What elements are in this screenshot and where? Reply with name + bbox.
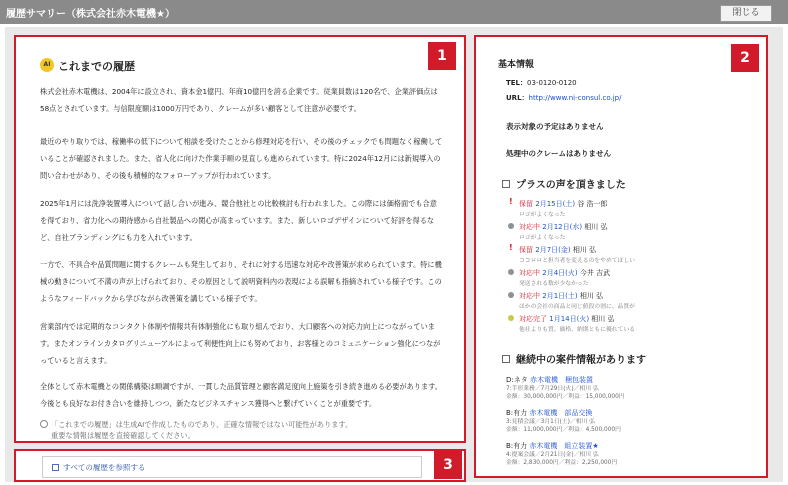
ai-disclaimer [40, 419, 352, 441]
case-item[interactable] [506, 441, 617, 467]
voice-person: 今井 吉武 [579, 269, 611, 277]
voice-date[interactable]: 1月14日(火) [549, 315, 590, 323]
all-history-link-label: すべての履歴を参照する [63, 463, 146, 472]
case-company-link[interactable]: 赤木電機 [529, 376, 558, 384]
voice-status-line [519, 268, 610, 278]
voice-date[interactable]: 2月1日(土) [542, 292, 578, 300]
voice-date[interactable]: 2月15日(土) [535, 200, 576, 208]
all-history-panel [14, 449, 466, 482]
basic-info-heading: 基本情報 [498, 60, 535, 70]
ai-icon: AI [40, 58, 54, 72]
voice-person: 相川 弘 [591, 315, 615, 323]
case-detail: 3:見積会議／3月1日(土)／相川 弘 [506, 419, 595, 425]
window-title: 履歴サマリー（株式会社赤木電機★） [6, 9, 175, 20]
tel-row [506, 78, 577, 88]
voice-status-line [519, 291, 603, 301]
case-item-link[interactable]: 梱包装置 [564, 376, 593, 384]
ai-disclaimer-line2: 重要な情報は履歴を直接確認してください。 [51, 431, 195, 440]
url-row [506, 93, 621, 103]
case-rank: B:有力 [506, 442, 528, 450]
case-rank: B:有力 [506, 409, 528, 417]
case-company-link[interactable]: 赤木電機 [529, 442, 558, 450]
history-paragraph: 全体として赤木電機との関係構築は順調ですが、一貫した品質管理と顧客満足度向上施策を引き続き進める必要があります。今後とも良好なお付き合いを維持しつつ、新たなビジネスチャンス獲得へと繋げていくことが重要です。 [40, 382, 442, 408]
status-dot-icon [508, 292, 514, 298]
voice-comment: ロゴがよくなった [519, 235, 566, 241]
case-item-link[interactable]: 部品交換 [564, 409, 593, 417]
callout-badge-1: 1 [428, 42, 456, 70]
case-amount: 金額：2,830,000円／利益：2,250,000円 [506, 460, 618, 466]
voice-comment: ココロロと担当者を変えるのをやめてほしい [519, 258, 635, 264]
title-bar [0, 0, 788, 24]
history-paragraph: 営業部内では定期的なコンタクト体制や情報共有体制強化にも取り組んでおり、大口顧客への対応力向上につながっています。またオンラインカタログリニューアルによって利便性向上にも努めており、お客様とのコミュニケーション強化につながっていると言えます。 [40, 322, 441, 365]
case-item[interactable] [506, 408, 621, 434]
no-schedule-message: 表示対象の予定はありません [506, 122, 604, 131]
history-paragraph: 2025年1月には洗浄装置導入について話し合いが進み、競合他社との比較検討も行われました。この際には価格面でも合意を得ており、省力化への期待感から自社製品への関心が高まっています。また、新しいロゴデザインについて好評を得るなど、自社ブランディングにも力を入れています。 [40, 199, 437, 242]
close-button[interactable]: 閉じる [720, 5, 772, 22]
case-heading-text: 継続中の案件情報があります [516, 355, 646, 366]
alert-icon: ! [509, 197, 513, 206]
case-company-link[interactable]: 赤木電機 [529, 409, 558, 417]
voice-comment: ほかの会社の商品と同じ値段の割に、品質が [519, 304, 635, 310]
case-item[interactable] [506, 375, 625, 401]
alert-icon: ! [509, 243, 513, 252]
voice-status: 対応中 [519, 223, 540, 231]
copy-icon [502, 355, 510, 363]
positive-voice-heading-text: プラスの声を頂きました [516, 180, 626, 191]
voice-comment: ロゴがよくなった [519, 212, 566, 218]
status-dot-icon [508, 223, 514, 229]
voice-person: 相川 弘 [572, 246, 597, 254]
info-icon [40, 420, 48, 428]
voice-date[interactable]: 2月4日(火) [542, 269, 578, 277]
voice-person: 相川 弘 [579, 292, 604, 300]
url-link[interactable]: http://www.ni-consul.co.jp/ [528, 94, 622, 102]
voice-status-line [519, 222, 608, 232]
history-panel [14, 35, 466, 443]
positive-voice-heading [502, 176, 626, 191]
callout-badge-3: 3 [434, 451, 462, 479]
case-item-link[interactable]: 組立装置★ [564, 442, 599, 450]
status-dot-icon [508, 269, 514, 275]
case-amount: 金額：11,000,000円／利益：4,500,000円 [506, 427, 621, 433]
voice-status: 対応中 [519, 269, 540, 277]
voice-date[interactable]: 2月7日(金) [535, 246, 571, 254]
callout-badge-2: 2 [731, 44, 759, 72]
case-amount: 金額：30,000,000円／利益：15,000,000円 [506, 394, 625, 400]
case-detail: 4:提案会議／2月21日(金)／相川 弘 [506, 452, 599, 458]
history-heading: これまでの履歴 [58, 60, 135, 73]
voice-status-line [519, 199, 608, 209]
case-rank: D:ネタ [506, 376, 528, 384]
copy-icon [502, 180, 510, 188]
voice-status: 保留 [519, 246, 533, 254]
voice-comment: 他社よりも質、価格、納期ともに優れている [519, 327, 635, 333]
status-dot-icon [508, 315, 514, 321]
all-history-link[interactable] [42, 456, 422, 478]
url-label: URL： [506, 94, 529, 102]
voice-comment: 発送される数が少なかった [519, 281, 589, 287]
voice-person: 相川 弘 [584, 223, 608, 231]
voice-status: 対応中 [519, 292, 540, 300]
voice-status: 対応完了 [519, 315, 547, 323]
voice-status-line [519, 314, 615, 324]
voice-status: 保留 [519, 200, 533, 208]
case-heading [502, 351, 646, 366]
basic-info-panel [474, 35, 768, 478]
voice-person: 谷 浩一郎 [577, 200, 608, 208]
ai-disclaimer-line1: 「これまでの履歴」は生成AIで作成したものであり、正確な情報ではない可能性があります。 [51, 420, 353, 429]
history-paragraph: 一方で、不具合や品質問題に関するクレームも発生しており、それに対する迅速な対応や改善策が求められています。特に機械の動きについて不満の声が上げられており、その原因として説明資料内の表現による誤解も指摘されている様子です。このようなフィードバックから学びながら改善策を講じている様子です。 [40, 260, 442, 303]
voice-date[interactable]: 2月12日(水) [542, 223, 583, 231]
copy-icon [52, 464, 59, 471]
history-paragraph: 株式会社赤木電機は、2004年に設立され、資本金1億円、年商10億円を誇る企業です。従業員数は120名で、企業評価点は58点とされています。与信限度額は1000万円であり、クレームが多い顧客として注意が必要です。 [40, 87, 438, 113]
voice-status-line [519, 245, 596, 255]
case-detail: 7:手形業務／7月29日(火)／相川 弘 [506, 386, 599, 392]
tel-label: TEL： [506, 79, 528, 87]
history-paragraph: 最近のやり取りでは、稼働率の低下について相談を受けたことから修理対応を行い、その後のチェックでも問題なく稼働していることが確認されました。また、省人化に向けた作業手順の見直しも進められています。特に2024年12月には新規導入の問い合わせがあり、その後も積極的なフォローアップが行われています。 [40, 137, 443, 180]
tel-value: 03-0120-0120 [527, 79, 577, 87]
no-claim-message: 処理中のクレームはありません [506, 149, 611, 158]
